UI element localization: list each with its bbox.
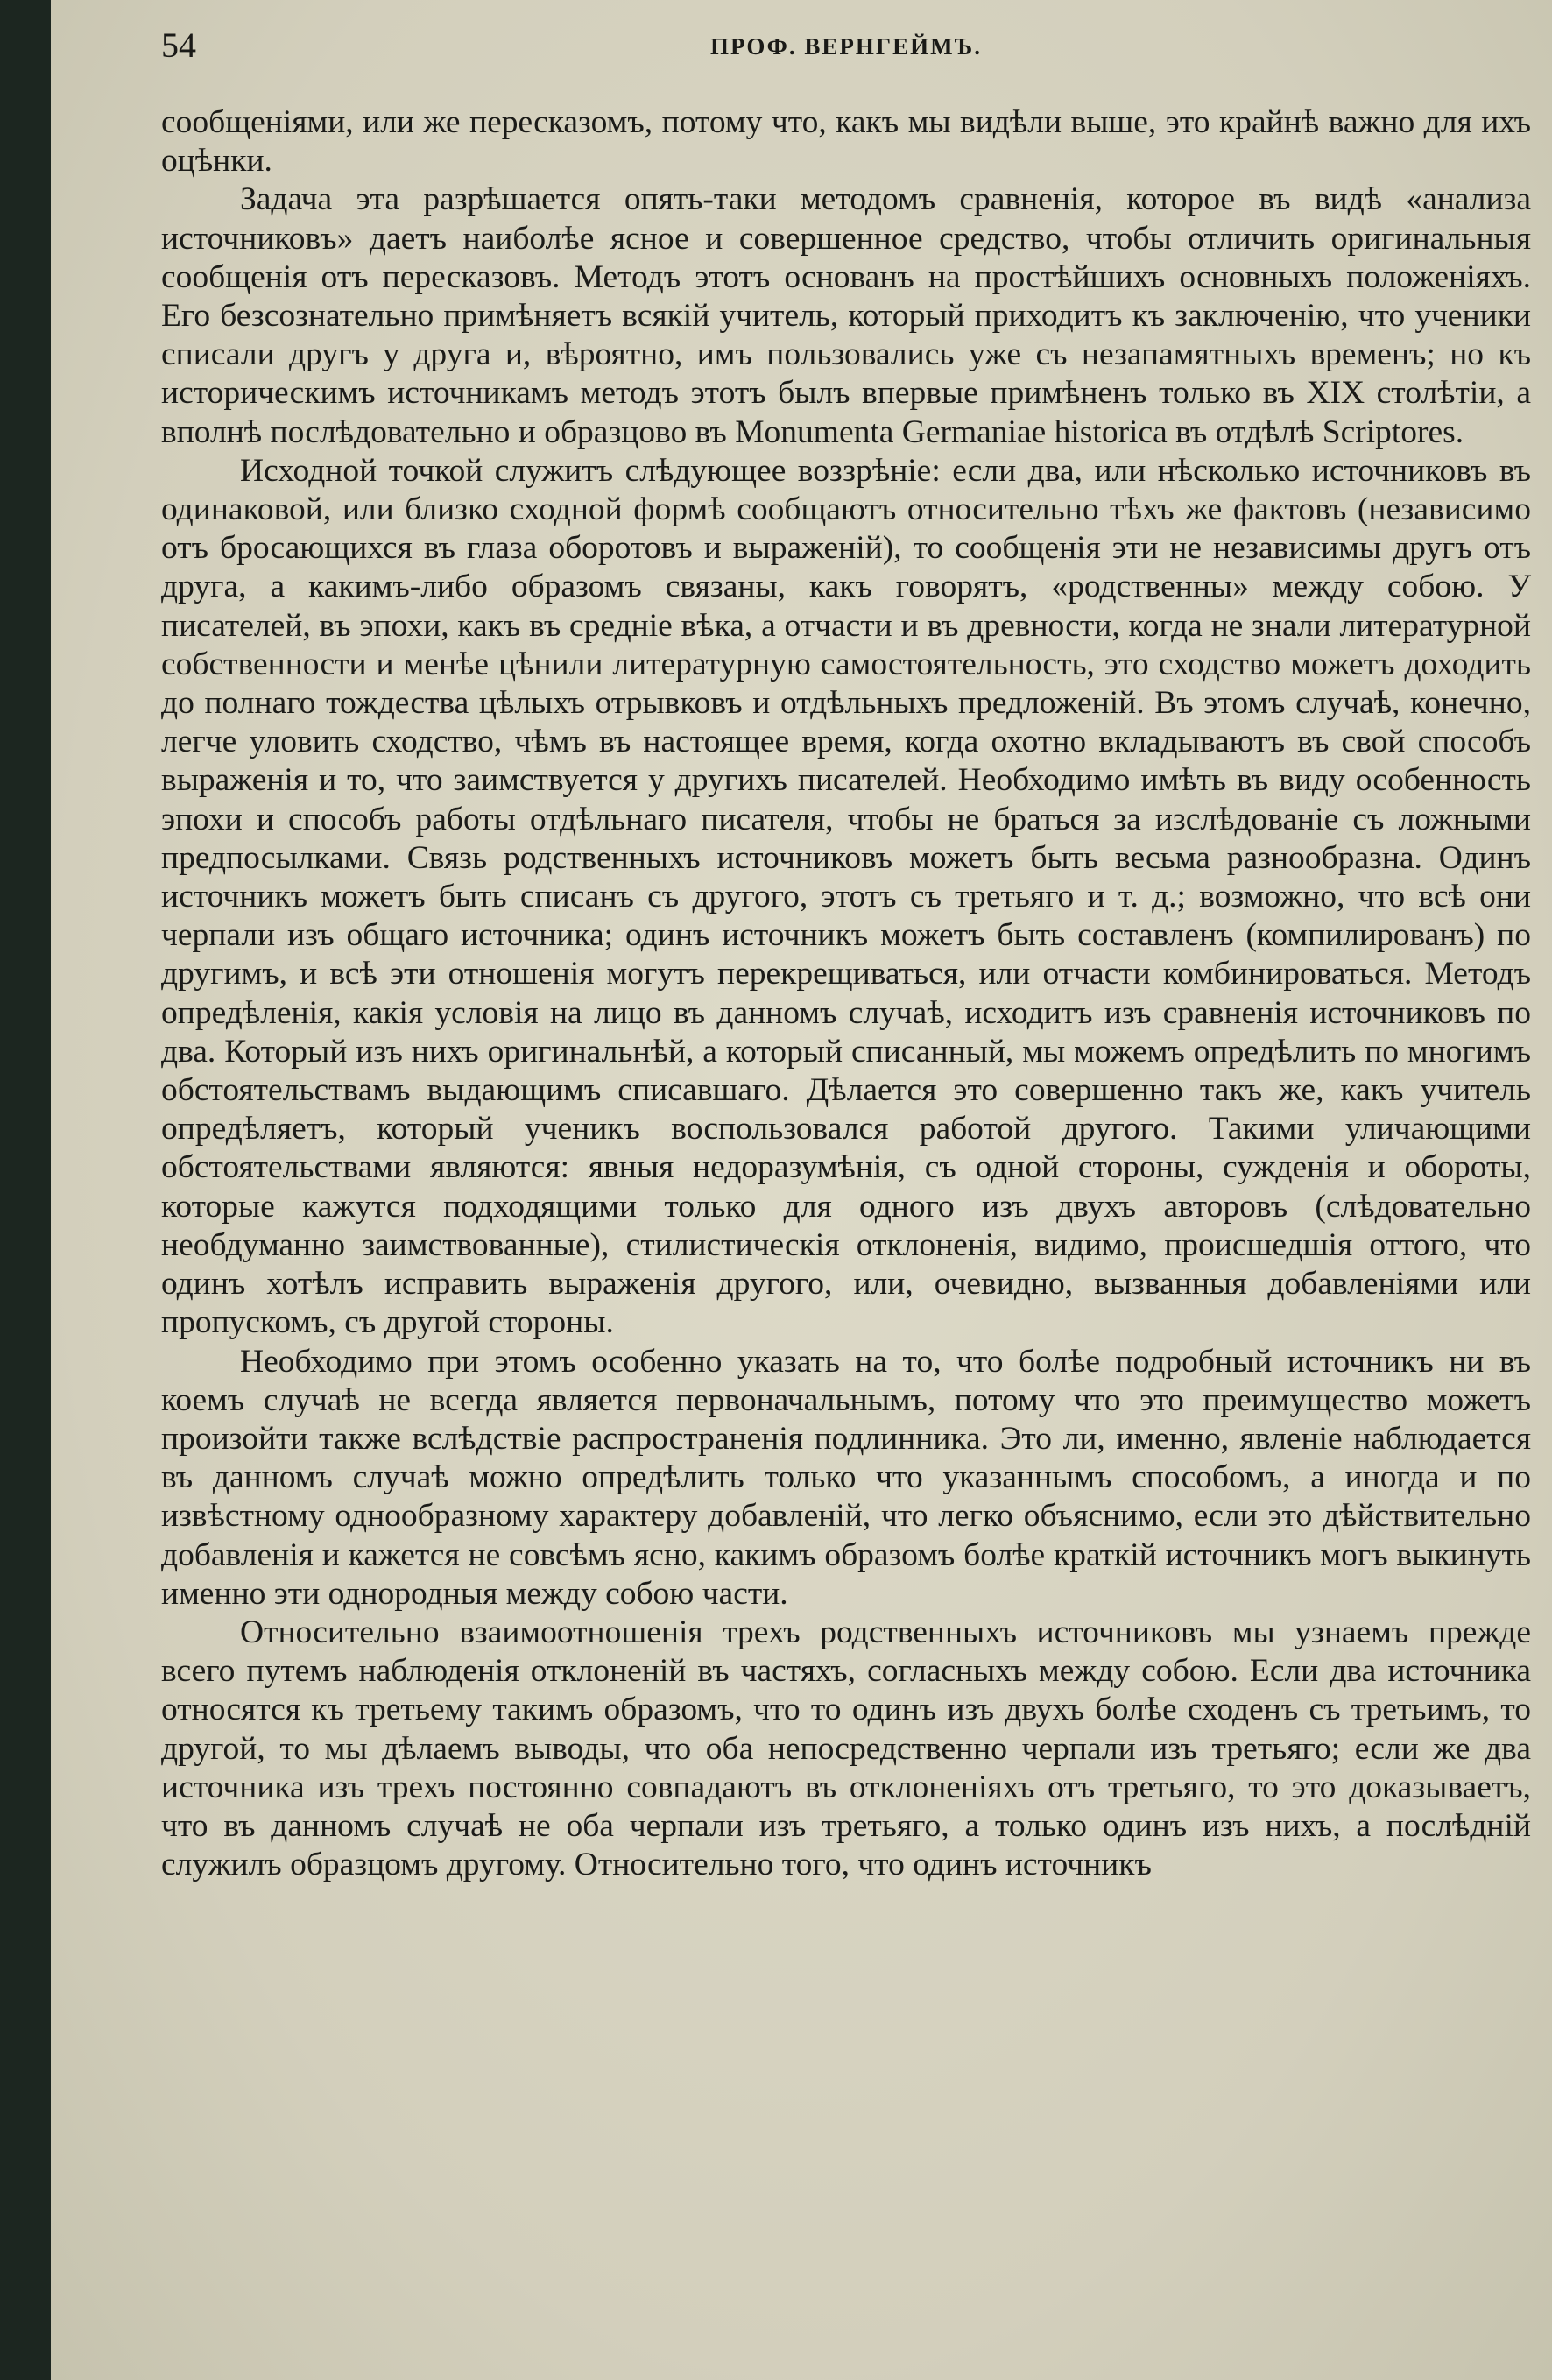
page-number: 54 (161, 25, 196, 65)
paragraph-1: сообщеніями, или же пересказомъ, потому что, какъ мы видѣли выше, это крайнѣ важно для ихъ оцѣнки. (161, 104, 1531, 180)
paragraph-4: Необходимо при этомъ особенно указать на то, что болѣе подробный источникъ ни въ коемъ случаѣ не всегда является первоначальнымъ, потому что это преимущество можетъ произойти также вслѣдствіе распространенія подлинника. Это ли, именно, явленіе наблюдается въ данномъ случаѣ можно опредѣлить только что указаннымъ способомъ, а иногда и по извѣстному однообразному характеру добавленій, что легко объяснимо, если это дѣйствительно добавленія и кажется не совсѣмъ ясно, какимъ образомъ болѣе краткій источникъ могъ выкинуть именно эти однородныя между собою части. (161, 1343, 1531, 1612)
paragraph-2: Задача эта разрѣшается опять-таки методомъ сравненія, которое въ видѣ «анализа источниковъ» даетъ наиболѣе ясное и совершенное средство, чтобы отличить оригинальныя сообщенія отъ пересказовъ. Методъ этотъ основанъ на простѣйшихъ основныхъ положеніяхъ. Его безсознательно примѣняетъ всякій учитель, который приходитъ къ заключенію, что ученики списали другъ у друга и, вѣроятно, имъ пользовались уже съ незапамятныхъ временъ; но къ историческимъ источникамъ методъ этотъ былъ впервые примѣненъ только въ XIX столѣтіи, а вполнѣ послѣдовательно и образцово въ Monumenta Germaniae historica въ отдѣлѣ Scriptores. (161, 181, 1531, 450)
running-head: ПРОФ. ВЕРНГЕЙМЪ. (710, 33, 982, 60)
paragraph-3: Исходной точкой служитъ слѣдующее воззрѣніе: если два, или нѣсколько источниковъ въ одинаковой, или близко сходной формѣ сообщаютъ относительно тѣхъ же фактовъ (независимо отъ бросающихся въ глаза оборотовъ и выраженій), то сообщенія эти не независимы другъ отъ друга, а какимъ-либо образомъ связаны, какъ говорятъ, «родственны» между собою. У писателей, въ эпохи, какъ въ средніе вѣка, а отчасти и въ древности, когда не знали литературной собственности и менѣе цѣнили литературную самостоятельность, это сходство можетъ доходить до полнаго тождества цѣлыхъ отрывковъ и отдѣльныхъ предложеній. Въ этомъ случаѣ, конечно, легче уловить сходство, чѣмъ въ настоящее время, когда охотно вкладываютъ въ свой способъ выраженія и то, что заимствуется у другихъ писателей. Необходимо имѣть въ виду особенность эпохи и способъ работы отдѣльнаго писателя, чтобы не браться за изслѣдованіе съ ложными предпосылками. Связь родственныхъ источниковъ можетъ быть весьма разнообразна. Одинъ источникъ можетъ быть списанъ съ другого, этотъ съ третьяго и т. д.; возможно, что всѣ они черпали изъ общаго источника; одинъ источникъ можетъ быть составленъ (компилированъ) по другимъ, и всѣ эти отношенія могутъ перекрещиваться, или отчасти комбинироваться. Методъ опредѣленія, какія условія на лицо въ данномъ случаѣ, исходитъ изъ сравненія источниковъ по два. Который изъ нихъ оригинальнѣй, а который списанный, мы можемъ опредѣлить по многимъ обстоятельствамъ выдающимъ списавшаго. Дѣлается это совершенно такъ же, какъ учитель опредѣляетъ, который ученикъ воспользовался работой другого. Такими уличающими обстоятельствами являются: явныя недоразумѣнія, съ одной стороны, сужденія и обороты, которые кажутся подходящими только для одного изъ двухъ авторовъ (слѣдовательно необдуманно заимствованные), стилистическія отклоненія, видимо, происшедшія оттого, что одинъ хотѣлъ исправить выраженія другого, или, очевидно, вызванныя добавленіями или пропускомъ, съ другой стороны. (161, 452, 1531, 1341)
book-page (51, 0, 1552, 2380)
paragraph-5: Относительно взаимоотношенія трехъ родственныхъ источниковъ мы узнаемъ прежде всего путемъ наблюденія отклоненій въ частяхъ, согласныхъ между собою. Если два источника относятся къ третьему такимъ образомъ, что то одинъ изъ двухъ болѣе сходенъ съ третьимъ, то другой, то мы дѣлаемъ выводы, что оба непосредственно черпали изъ третьяго; если же два источника изъ трехъ постоянно совпадаютъ въ отклоненіяхъ отъ третьяго, то это доказываетъ, что въ данномъ случаѣ не оба черпали изъ третьяго, а только одинъ изъ нихъ, а послѣдній служилъ образцомъ другому. Относительно того, что одинъ источникъ (161, 1614, 1531, 1883)
page-header (161, 25, 1531, 68)
text-body (161, 103, 1531, 1884)
